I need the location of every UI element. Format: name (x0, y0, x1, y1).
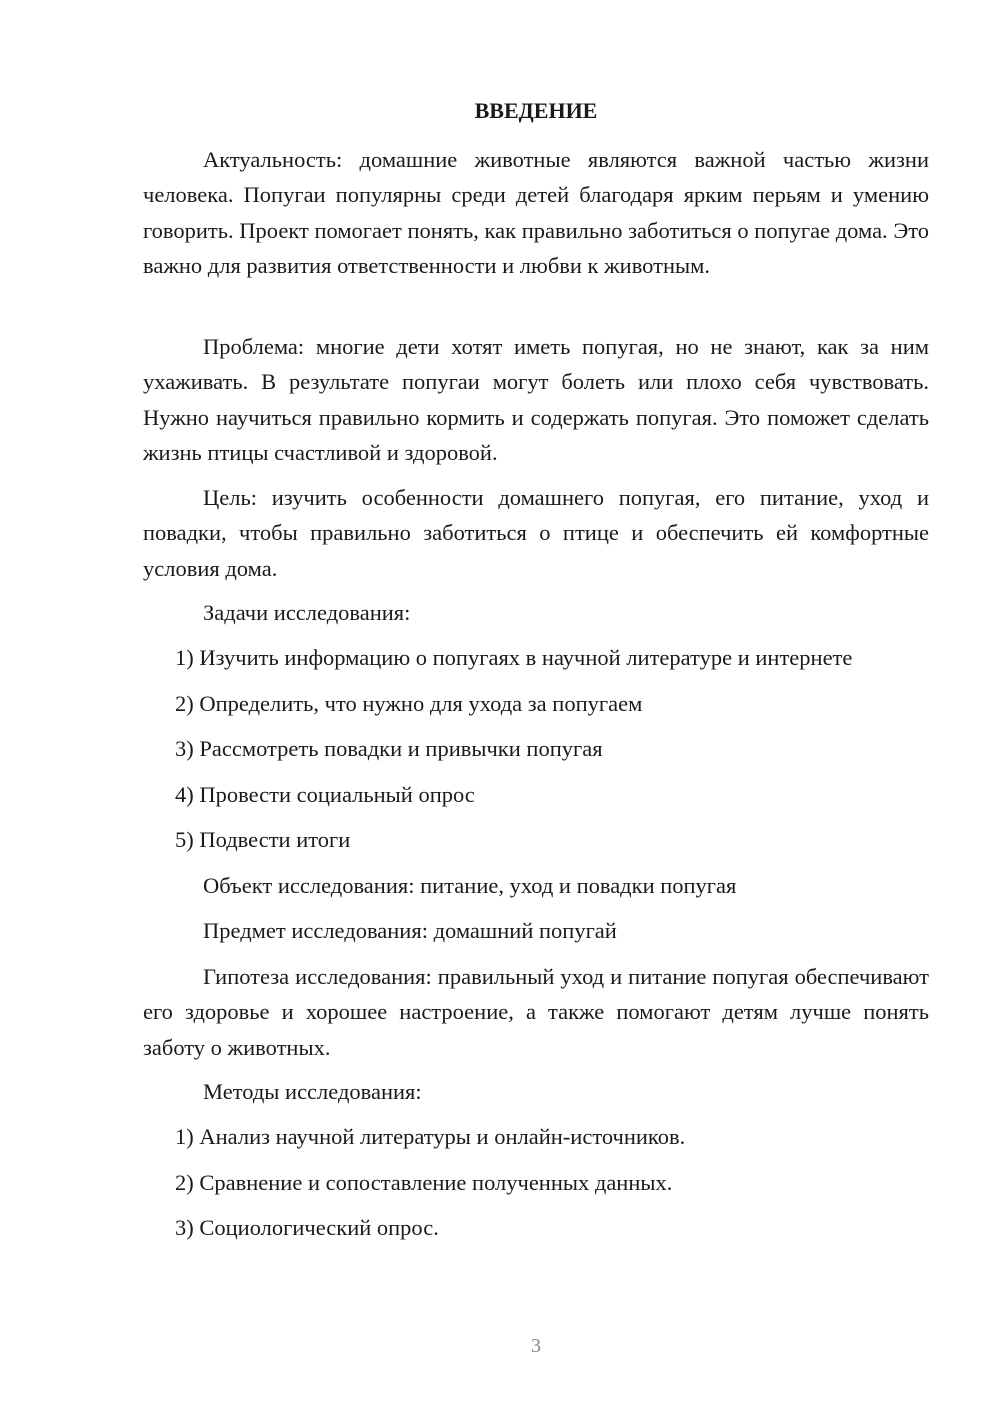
object-line: Объект исследования: питание, уход и повадки попугая (203, 873, 737, 898)
list-item: 2) Сравнение и сопоставление полученных данных. (175, 1170, 673, 1195)
list-item: 3) Социологический опрос. (175, 1215, 439, 1240)
list-item: 4) Провести социальный опрос (175, 782, 475, 807)
list-item: 1) Анализ научной литературы и онлайн-источников. (175, 1124, 686, 1149)
list-item: 2) Определить, что нужно для ухода за попугаем (175, 691, 643, 716)
subject-line: Предмет исследования: домашний попугай (203, 918, 617, 943)
list-item: 5) Подвести итоги (175, 827, 351, 852)
list-item: 1) Изучить информацию о попугаях в научной литературе и интернете (175, 645, 853, 670)
tasks-heading: Задачи исследования: (203, 600, 411, 625)
problem-paragraph: Проблема: многие дети хотят иметь попугая, но не знают, как за ним ухаживать. В результате попугаи могут болеть или плохо себя чувствовать. Нужно научиться правильно кормить и содержать попугая. Это поможет сделать жизнь птицы счастливой и здоровой. (143, 334, 929, 466)
hypothesis-paragraph: Гипотеза исследования: правильный уход и питание попугая обеспечивают его здоровье и хорошее настроение, а также помогают детям лучше понять заботу о животных. (143, 964, 929, 1060)
page-title: ВВЕДЕНИЕ (474, 98, 598, 123)
page-number: 3 (531, 1335, 541, 1357)
methods-heading: Методы исследования: (203, 1079, 422, 1104)
goal-paragraph: Цель: изучить особенности домашнего попугая, его питание, уход и повадки, чтобы правильно заботиться о птице и обеспечить ей комфортные условия дома. (143, 485, 929, 581)
relevance-paragraph: Актуальность: домашние животные являются важной частью жизни человека. Попугаи популярны среди детей благодаря ярким перьям и умению говорить. Проект помогает понять, как правильно заботиться о попугае дома. Это важно для развития ответственности и любви к животным. (143, 147, 929, 279)
list-item: 3) Рассмотреть повадки и привычки попугая (175, 736, 603, 761)
